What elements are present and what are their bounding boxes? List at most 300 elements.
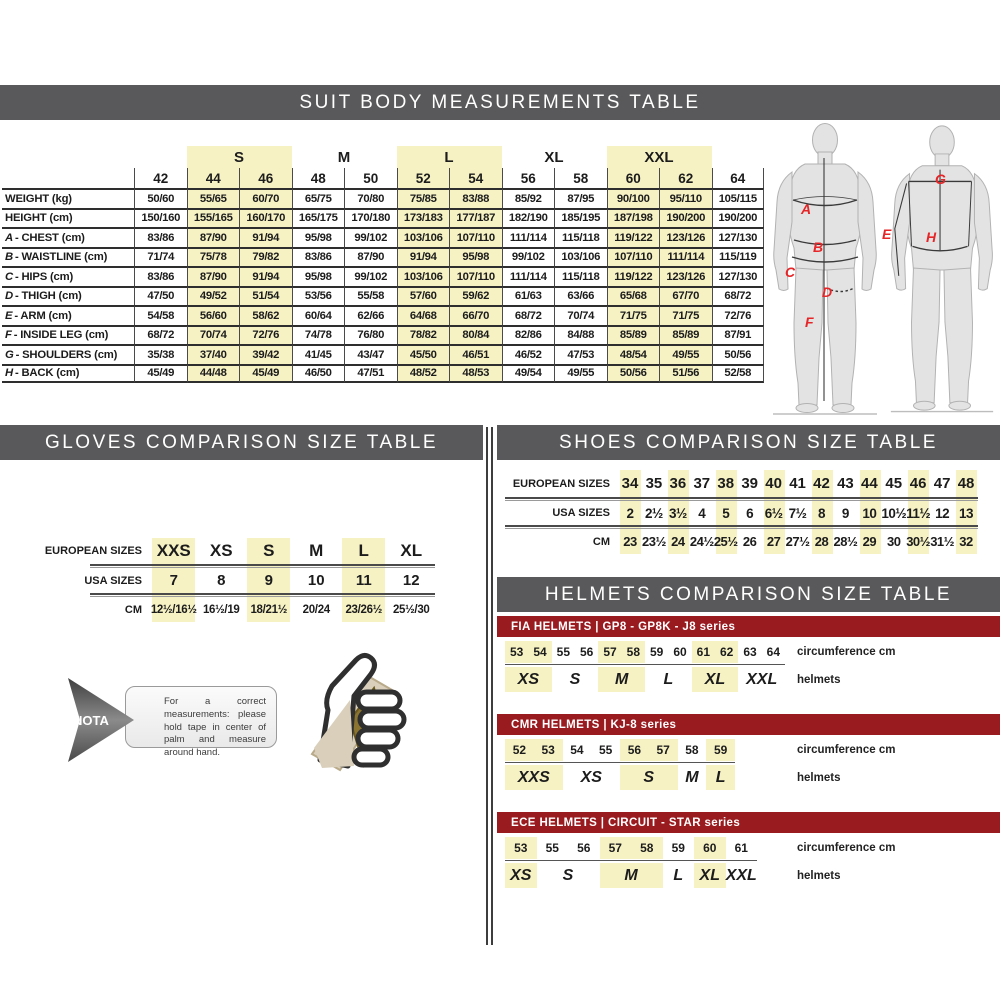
figure-label-E: E — [882, 226, 892, 242]
suit-table-title: SUIT BODY MEASUREMENTS TABLE — [299, 91, 701, 113]
suit-value-cell: 187/198 — [607, 208, 660, 228]
gloves-cell: 7 — [169, 572, 178, 589]
suit-value-cell: 85/89 — [659, 325, 712, 345]
helmet-sizes-block — [505, 739, 735, 790]
helmet-circumference-value: 55 — [598, 743, 613, 757]
helmet-section-title: CMR HELMETS | KJ-8 series — [511, 718, 677, 731]
gloves-table-header-bar — [0, 425, 483, 460]
suit-value-cell: 74/78 — [292, 325, 345, 345]
helmet-size-label-L: L — [663, 670, 674, 688]
shoes-row-label: CM — [592, 535, 610, 548]
suit-value-cell: 76/80 — [344, 325, 397, 345]
gloves-cell: L — [358, 541, 369, 560]
suit-value-cell: 50/60 — [134, 188, 187, 208]
shoes-cell: 7½ — [788, 505, 807, 521]
suit-value-cell: 45/49 — [134, 364, 187, 384]
suit-value-cell: 99/102 — [344, 266, 397, 286]
helmet-size-label-XXL: XXL — [725, 866, 757, 884]
shoes-cell: 28½ — [833, 534, 858, 549]
suit-value-cell: 127/130 — [712, 227, 765, 247]
helmet-divider-rule — [505, 860, 757, 861]
gloves-cell: 16½/19 — [202, 603, 240, 616]
helmet-size-label-XS: XS — [580, 768, 602, 786]
shoes-cell: 12 — [935, 505, 950, 521]
suit-value-cell: 87/95 — [554, 188, 607, 208]
helmet-circumference-group — [537, 837, 600, 859]
suit-value-cell: 60/64 — [292, 305, 345, 325]
suit-value-cell: 47/51 — [344, 364, 397, 384]
suit-value-cell: 47/50 — [134, 286, 187, 306]
suit-value-cell: 79/82 — [239, 247, 292, 267]
suit-value-cell: 45/50 — [397, 344, 450, 364]
shoes-cell: 32 — [959, 534, 973, 549]
figure-label-H: H — [926, 229, 937, 245]
shoes-cell: 40 — [765, 475, 782, 492]
helmet-size-label-S: S — [562, 866, 574, 884]
helmet-size-label-L: L — [706, 765, 735, 790]
suit-value-cell: 115/118 — [554, 266, 607, 286]
suit-value-cell: 103/106 — [397, 266, 450, 286]
shoes-row-label: EUROPEAN SIZES — [512, 477, 610, 490]
shoes-cell: 36 — [669, 475, 687, 492]
suit-value-cell: 50/56 — [607, 364, 660, 384]
suit-value-cell: 65/68 — [607, 286, 660, 306]
shoes-cell: 11½ — [906, 505, 931, 521]
body-figure-front-image — [765, 118, 885, 418]
shoes-cell: 24½ — [689, 534, 714, 549]
suit-value-cell: 46/50 — [292, 364, 345, 384]
gloves-cell: 10 — [307, 572, 325, 589]
helmet-sizes-block — [505, 837, 757, 888]
suit-measurements-table — [2, 146, 764, 383]
shoes-cell: 37 — [693, 475, 711, 492]
helmet-circumference-value: 59 — [671, 841, 685, 855]
helmets-table-header-bar — [497, 577, 1000, 612]
column-divider — [486, 427, 493, 945]
suit-value-cell: 111/114 — [502, 227, 555, 247]
suit-value-cell: 68/72 — [712, 286, 765, 306]
gloves-row-label: EUROPEAN SIZES — [44, 545, 142, 557]
shoes-cell: 38 — [717, 475, 735, 492]
gloves-cell: 11 — [355, 572, 372, 589]
helmet-size-table — [505, 641, 1000, 697]
suit-value-cell: 56/60 — [187, 305, 240, 325]
shoes-cell: 30½ — [906, 534, 931, 549]
shoes-cell: 35 — [645, 475, 663, 492]
suit-value-cell: 49/52 — [187, 286, 240, 306]
helmet-circumference-row — [505, 641, 785, 663]
suit-value-cell: 85/92 — [502, 188, 555, 208]
suit-value-cell: 107/110 — [449, 266, 502, 286]
helmet-circumference-group — [678, 739, 707, 761]
suit-value-cell: 190/200 — [712, 208, 765, 228]
helmet-circumference-group — [694, 837, 726, 859]
helmet-circumference-value: 54 — [533, 645, 547, 659]
suit-row-label: HEIGHT (cm) — [2, 208, 134, 228]
suit-value-cell: 155/165 — [187, 208, 240, 228]
helmet-sizes-row — [505, 765, 735, 790]
suit-value-cell: 60/70 — [239, 188, 292, 208]
suit-value-cell: 78/82 — [397, 325, 450, 345]
helmet-size-label-L: L — [673, 866, 684, 884]
gloves-note-text: For a correct measurements: please hold tape in center of palm and measure around hand. — [164, 696, 266, 759]
helmet-circumference-value: 56 — [577, 841, 591, 855]
suit-value-cell: 49/55 — [659, 344, 712, 364]
helmet-circumference-value: 60 — [703, 841, 717, 855]
suit-value-cell: 177/187 — [449, 208, 502, 228]
helmet-sizes-row — [505, 863, 757, 888]
figure-label-C: C — [785, 264, 796, 280]
suit-value-cell: 68/72 — [134, 325, 187, 345]
shoes-cell: 6½ — [764, 505, 783, 521]
shoes-cell: 42 — [813, 475, 830, 492]
helmet-divider-rule — [505, 664, 785, 665]
gloves-cell: 12½/16½ — [150, 603, 197, 616]
suit-value-cell: 173/183 — [397, 208, 450, 228]
shoes-table-title: SHOES COMPARISON SIZE TABLE — [559, 431, 938, 453]
shoes-cell: 43 — [837, 475, 854, 492]
shoes-size-table — [500, 470, 978, 554]
helmet-circumference-value: 58 — [640, 841, 654, 855]
suit-value-cell: 46/52 — [502, 344, 555, 364]
suit-value-cell: 91/94 — [397, 247, 450, 267]
suit-value-cell: 71/74 — [134, 247, 187, 267]
helmet-size-label-XS: XS — [505, 667, 552, 692]
suit-value-cell: 123/126 — [659, 266, 712, 286]
suit-value-cell: 51/54 — [239, 286, 292, 306]
shoes-cell: 25½ — [713, 534, 738, 549]
suit-value-cell: 64/68 — [397, 305, 450, 325]
gloves-note-box — [125, 686, 277, 759]
gloves-cell: 8 — [217, 572, 226, 589]
helmet-circumference-group — [620, 739, 678, 761]
suit-value-cell: 43/47 — [344, 344, 397, 364]
suit-size-col-50: 50 — [344, 168, 397, 188]
helmet-sizes-row — [505, 667, 785, 692]
suit-value-cell: 41/45 — [292, 344, 345, 364]
circumference-label: circumference cm — [797, 842, 896, 854]
suit-value-cell: 65/75 — [292, 188, 345, 208]
figure-label-F: F — [805, 314, 814, 330]
helmet-circumference-group — [600, 837, 663, 859]
suit-value-cell: 80/84 — [449, 325, 502, 345]
nota-arrow-icon — [68, 674, 140, 766]
helmet-circumference-value: 53 — [514, 841, 528, 855]
shoes-cell: 2½ — [645, 505, 663, 521]
helmet-circumference-value: 60 — [673, 645, 687, 659]
helmet-circumference-value: 55 — [556, 645, 571, 659]
suit-value-cell: 37/40 — [187, 344, 240, 364]
figure-label-G: G — [935, 171, 946, 187]
suit-row-label: H - BACK (cm) — [2, 364, 134, 384]
suit-size-col-44: 44 — [187, 168, 240, 188]
suit-value-cell: 52/58 — [712, 364, 765, 384]
suit-value-cell: 66/70 — [449, 305, 502, 325]
helmet-size-label-S: S — [620, 765, 678, 790]
shoes-cell: 3½ — [668, 505, 687, 521]
helmet-circumference-value: 59 — [650, 645, 664, 659]
suit-value-cell: 95/98 — [292, 266, 345, 286]
helmets-table-title: HELMETS COMPARISON SIZE TABLE — [544, 583, 953, 605]
suit-value-cell: 85/89 — [607, 325, 660, 345]
helmet-circumference-value: 58 — [685, 743, 699, 757]
suit-value-cell: 119/122 — [607, 227, 660, 247]
suit-value-cell: 35/38 — [134, 344, 187, 364]
gloves-cell: 9 — [264, 572, 273, 589]
suit-value-cell: 46/51 — [449, 344, 502, 364]
body-figure-back-image — [883, 118, 1000, 418]
helmet-size-label-XXS: XXS — [505, 765, 563, 790]
suit-row-label: B - WAISTLINE (cm) — [2, 247, 134, 267]
suit-value-cell: 150/160 — [134, 208, 187, 228]
helmet-circumference-group — [738, 641, 785, 663]
gloves-cell: S — [263, 541, 275, 560]
helmets-label: helmets — [797, 674, 841, 686]
helmet-section-title: FIA HELMETS | GP8 - GP8K - J8 series — [511, 620, 736, 633]
suit-value-cell: 50/56 — [712, 344, 765, 364]
helmet-circumference-value: 55 — [545, 841, 559, 855]
gloves-cell: 12 — [402, 572, 420, 589]
gloves-row-label: USA SIZES — [84, 574, 142, 587]
helmet-size-label-S: S — [569, 670, 581, 688]
figure-label-A: A — [801, 201, 812, 217]
helmet-circumference-group — [692, 641, 739, 663]
helmet-size-table — [505, 739, 1000, 795]
helmet-circumference-value: 53 — [509, 645, 524, 659]
shoes-cell: 13 — [959, 505, 974, 521]
helmet-circumference-group — [663, 837, 695, 859]
helmet-size-label-XL: XL — [694, 863, 726, 888]
helmet-size-label-XL: XL — [692, 667, 739, 692]
suit-value-cell: 48/54 — [607, 344, 660, 364]
helmet-circumference-value: 54 — [570, 743, 584, 757]
helmet-circumference-value: 64 — [766, 645, 781, 659]
suit-value-cell: 49/55 — [554, 364, 607, 384]
suit-value-cell: 72/76 — [712, 305, 765, 325]
gloves-cell: 20/24 — [302, 603, 330, 616]
gloves-cell: XXS — [156, 541, 191, 560]
figure-label-B: B — [813, 239, 824, 255]
suit-value-cell: 87/90 — [187, 266, 240, 286]
helmet-size-label-M: M — [600, 863, 663, 888]
suit-value-cell: 105/115 — [712, 188, 765, 208]
helmet-circumference-group — [552, 641, 599, 663]
shoes-cell: 26 — [742, 534, 757, 549]
suit-value-cell: 87/90 — [187, 227, 240, 247]
shoes-cell: 9 — [841, 505, 849, 521]
suit-row-label: WEIGHT (kg) — [2, 188, 134, 208]
suit-value-cell: 115/118 — [554, 227, 607, 247]
shoes-cell: 46 — [909, 475, 927, 492]
suit-value-cell: 95/98 — [292, 227, 345, 247]
suit-value-cell: 103/106 — [397, 227, 450, 247]
gloves-cell: 18/21½ — [250, 603, 288, 616]
helmet-circumference-value: 61 — [696, 645, 711, 659]
shoes-cell: 31½ — [930, 534, 954, 549]
helmet-circumference-value: 56 — [579, 645, 594, 659]
suit-size-group-M: M — [337, 148, 351, 166]
helmet-circumference-group — [505, 739, 563, 761]
helmet-circumference-value: 61 — [734, 841, 748, 855]
helmet-circumference-value: 58 — [626, 645, 641, 659]
figure-label-D: D — [822, 284, 833, 300]
helmet-section-bar — [497, 616, 1000, 637]
suit-row-label: C - HIPS (cm) — [2, 266, 134, 286]
body-measurement-figures — [765, 118, 1000, 418]
helmet-circumference-value: 53 — [541, 743, 555, 757]
suit-row-label: F - INSIDE LEG (cm) — [2, 325, 134, 345]
shoes-cell: 10½ — [881, 505, 907, 521]
suit-value-cell: 58/62 — [239, 305, 292, 325]
helmet-circumference-value: 62 — [720, 645, 734, 659]
shoes-table-header-bar — [497, 425, 1000, 460]
helmet-circumference-row — [505, 739, 735, 761]
gloves-row-label: CM — [124, 603, 142, 616]
helmet-circumference-value: 57 — [608, 841, 622, 855]
shoes-cell: 41 — [789, 475, 806, 492]
suit-value-cell: 55/58 — [344, 286, 397, 306]
helmet-size-label-XXL: XXL — [746, 670, 778, 688]
shoes-cell: 29 — [862, 534, 877, 549]
suit-value-cell: 39/42 — [239, 344, 292, 364]
suit-value-cell: 99/102 — [502, 247, 555, 267]
gloves-cell: 23/26½ — [345, 603, 383, 616]
gloves-cell: XL — [400, 541, 423, 560]
suit-value-cell: 55/65 — [187, 188, 240, 208]
nota-label: NOTA — [73, 713, 109, 728]
helmet-circumference-value: 56 — [627, 743, 642, 757]
suit-size-col-48: 48 — [292, 168, 345, 188]
suit-value-cell: 47/53 — [554, 344, 607, 364]
shoes-cell: 2 — [626, 505, 634, 521]
shoes-cell: 4 — [698, 505, 706, 521]
circumference-label: circumference cm — [797, 744, 896, 756]
suit-size-col-56: 56 — [502, 168, 555, 188]
suit-value-cell: 107/110 — [449, 227, 502, 247]
suit-value-cell: 75/78 — [187, 247, 240, 267]
helmet-circumference-value: 63 — [743, 645, 757, 659]
suit-value-cell: 95/98 — [449, 247, 502, 267]
suit-size-col-60: 60 — [607, 168, 660, 188]
helmet-section-title: ECE HELMETS | CIRCUIT - STAR series — [511, 816, 741, 829]
helmet-sizes-block — [505, 641, 785, 692]
suit-value-cell: 70/80 — [344, 188, 397, 208]
helmet-circumference-value: 52 — [512, 743, 527, 757]
suit-size-col-54: 54 — [449, 168, 502, 188]
hand-measure-icon — [298, 648, 416, 793]
suit-size-blank — [2, 168, 134, 188]
suit-value-cell: 59/62 — [449, 286, 502, 306]
suit-value-cell: 99/102 — [344, 227, 397, 247]
helmet-size-label-M: M — [598, 667, 645, 692]
suit-value-cell: 83/86 — [134, 266, 187, 286]
shoes-cell: 34 — [621, 475, 639, 492]
suit-value-cell: 115/119 — [712, 247, 765, 267]
suit-group-blank — [2, 146, 187, 168]
helmet-circumference-group — [505, 641, 552, 663]
suit-value-cell: 84/88 — [554, 325, 607, 345]
gloves-size-table — [22, 538, 435, 622]
suit-value-cell: 91/94 — [239, 227, 292, 247]
suit-value-cell: 83/86 — [292, 247, 345, 267]
suit-value-cell: 107/110 — [607, 247, 660, 267]
helmet-circumference-group — [505, 837, 537, 859]
shoes-cell: 24 — [671, 534, 685, 549]
suit-value-cell: 51/56 — [659, 364, 712, 384]
helmet-size-table — [505, 837, 1000, 893]
circumference-label: circumference cm — [797, 646, 896, 658]
suit-value-cell: 49/54 — [502, 364, 555, 384]
suit-value-cell: 170/180 — [344, 208, 397, 228]
helmet-circumference-row — [505, 837, 757, 859]
suit-value-cell: 54/58 — [134, 305, 187, 325]
suit-value-cell: 53/56 — [292, 286, 345, 306]
suit-value-cell: 103/106 — [554, 247, 607, 267]
suit-value-cell: 182/190 — [502, 208, 555, 228]
suit-value-cell: 48/52 — [397, 364, 450, 384]
suit-value-cell: 57/60 — [397, 286, 450, 306]
suit-value-cell: 119/122 — [607, 266, 660, 286]
helmet-circumference-group — [726, 837, 758, 859]
gloves-table-title: GLOVES COMPARISON SIZE TABLE — [44, 431, 439, 453]
suit-group-blank — [712, 146, 765, 168]
suit-row-label: D - THIGH (cm) — [2, 286, 134, 306]
suit-size-col-64: 64 — [712, 168, 765, 188]
suit-value-cell: 190/200 — [659, 208, 712, 228]
helmet-size-label-XS: XS — [505, 863, 537, 888]
shoes-cell: 45 — [885, 475, 903, 492]
suit-size-col-52: 52 — [397, 168, 450, 188]
suit-value-cell: 44/48 — [187, 364, 240, 384]
suit-value-cell: 87/90 — [344, 247, 397, 267]
helmet-circumference-value: 57 — [603, 645, 617, 659]
shoes-cell: 30 — [886, 534, 901, 549]
suit-row-label: E - ARM (cm) — [2, 305, 134, 325]
suit-size-col-46: 46 — [239, 168, 292, 188]
suit-value-cell: 83/88 — [449, 188, 502, 208]
suit-value-cell: 160/170 — [239, 208, 292, 228]
suit-value-cell: 70/74 — [187, 325, 240, 345]
suit-size-col-58: 58 — [554, 168, 607, 188]
shoes-cell: 8 — [817, 505, 825, 521]
suit-value-cell: 67/70 — [659, 286, 712, 306]
helmet-size-label-M: M — [685, 768, 699, 786]
helmet-circumference-group — [563, 739, 621, 761]
suit-value-cell: 72/76 — [239, 325, 292, 345]
helmet-divider-rule — [505, 762, 735, 763]
suit-value-cell: 48/53 — [449, 364, 502, 384]
suit-value-cell: 70/74 — [554, 305, 607, 325]
shoes-cell: 5 — [722, 505, 730, 521]
suit-size-group-XXL: XXL — [607, 146, 712, 168]
shoes-cell: 27 — [766, 534, 781, 549]
shoes-cell: 44 — [861, 475, 878, 492]
shoes-cell: 27½ — [785, 534, 810, 549]
shoes-cell: 48 — [957, 475, 975, 492]
helmet-circumference-group — [598, 641, 645, 663]
shoes-cell: 28 — [814, 534, 829, 549]
helmet-circumference-value: 57 — [656, 743, 670, 757]
suit-value-cell: 123/126 — [659, 227, 712, 247]
helmet-section-bar — [497, 714, 1000, 735]
suit-value-cell: 83/86 — [134, 227, 187, 247]
helmet-circumference-group — [645, 641, 692, 663]
suit-value-cell: 127/130 — [712, 266, 765, 286]
suit-table-header-bar — [0, 85, 1000, 120]
suit-value-cell: 62/66 — [344, 305, 397, 325]
helmet-section-bar — [497, 812, 1000, 833]
shoes-row-label: USA SIZES — [552, 507, 610, 519]
